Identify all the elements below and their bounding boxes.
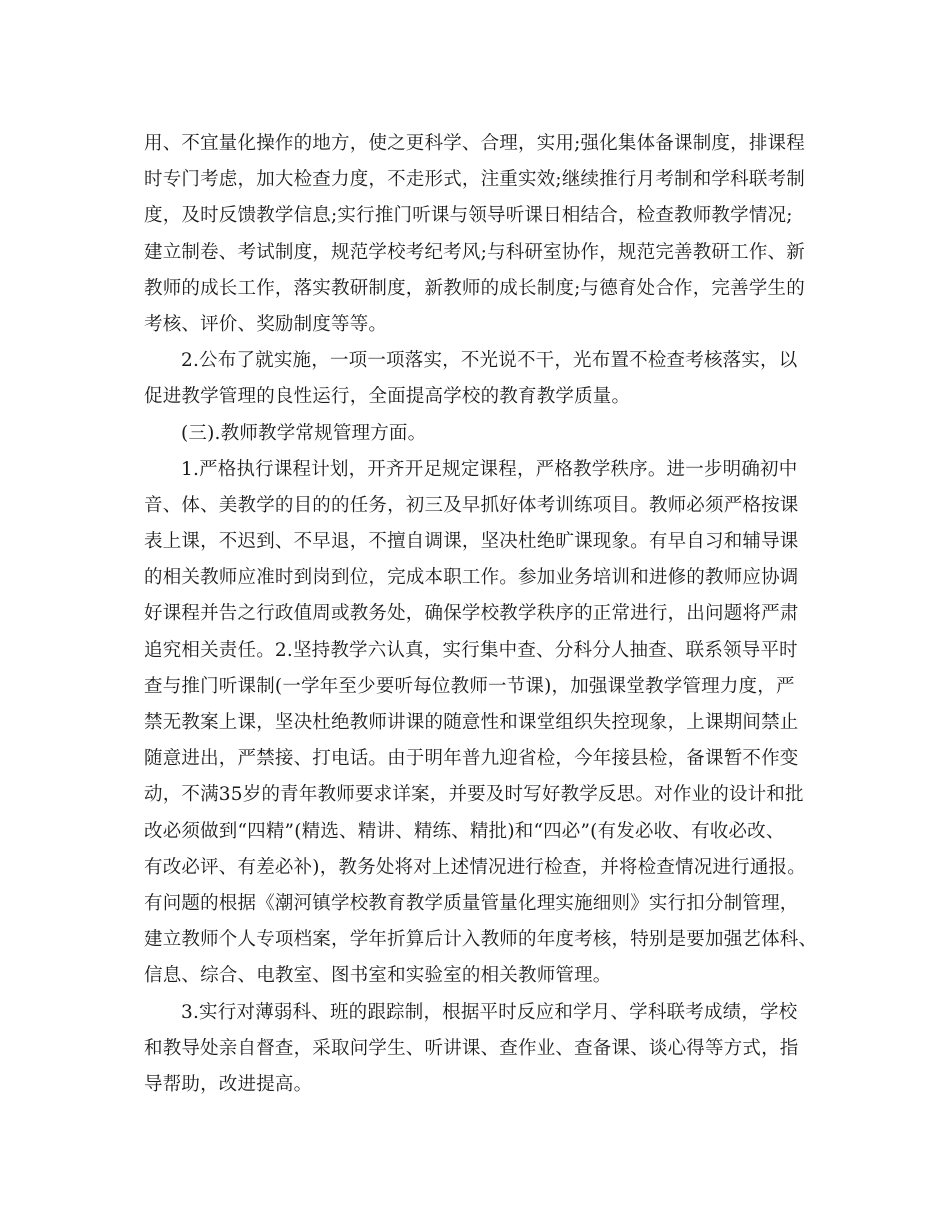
text-line: 教师的成长工作，落实教研制度，新教师的成长制度;与德育处合作，完善学生的 <box>144 277 805 299</box>
text-line: 信息、综合、电教室、图书室和实验室的相关教师管理。 <box>144 965 612 987</box>
document-body <box>144 126 834 1103</box>
section-heading: (三).教师教学常规管理方面。 <box>181 422 427 444</box>
text-line: 促进教学管理的良性运行，全面提高学校的教育教学质量。 <box>144 386 631 408</box>
text-line: 和教导处亲自督查，采取问学生、听讲课、查作业、查备课、谈心得等方式，指 <box>144 1037 799 1059</box>
text-line: 时专门考虑，加大检查力度，不走形式，注重实效;继续推行月考制和学科联考制 <box>144 169 805 191</box>
paragraph-start-line: 2.公布了就实施，一项一项落实，不光说不干，光布置不检查考核落实，以 <box>181 350 798 372</box>
text-line: 音、体、美教学的目的的任务，初三及早抓好体考训练项目。教师必须严格按课 <box>144 494 799 516</box>
text-line: 改必须做到“四精”(精选、精讲、精练、精批)和“四必”(有发必收、有收必改、 <box>144 820 785 842</box>
text-line: 导帮助，改进提高。 <box>144 1073 313 1095</box>
text-line: 禁无教案上课，坚决杜绝教师讲课的随意性和课堂组织失控现象，上课期间禁止 <box>144 712 799 733</box>
text-line: 好课程并告之行政值周或教务处，确保学校教学秩序的正常进行，出问题将严肃 <box>144 603 799 625</box>
text-line: 用、不宜量化操作的地方，使之更科学、合理，实用;强化集体备课制度，排课程 <box>144 133 805 154</box>
text-line: 度，及时反馈教学信息;实行推门听课与领导听课日相结合，检查教师教学情况; <box>144 205 793 227</box>
text-line: 的相关教师应准时到岗到位，完成本职工作。参加业务培训和进修的教师应协调 <box>144 567 799 589</box>
text-line: 建立教师个人专项档案，学年折算后计入教师的年度考核，特别是要加强艺体科、 <box>144 929 818 951</box>
text-line: 考核、评价、奖励制度等等。 <box>144 313 388 335</box>
text-line: 动，不满35岁的青年教师要求详案，并要及时写好教学反思。对作业的设计和批 <box>144 784 804 806</box>
text-line: 随意进出，严禁接、打电话。由于明年普九迎省检，今年接县检，备课暂不作变 <box>144 748 799 770</box>
paragraph-start-line: 3.实行对薄弱科、班的跟踪制，根据平时反应和学月、学科联考成绩，学校 <box>181 1001 798 1023</box>
text-line: 有问题的根据《潮河镇学校教育教学质量管量化理实施细则》实行扣分制管理， <box>144 892 799 914</box>
paragraph-start-line: 1.严格执行课程计划，开齐开足规定课程，严格教学秩序。进一步明确初中 <box>181 458 798 480</box>
text-line: 表上课，不迟到、不早退，不擅自调课，坚决杜绝旷课现象。有早自习和辅导课 <box>144 531 799 553</box>
text-line: 追究相关责任。2.坚持教学六认真，实行集中查、分科分人抽查、联系领导平时 <box>144 639 798 661</box>
text-line: 有改必评、有差必补)，教务处将对上述情况进行检查，并将检查情况进行通报。 <box>144 856 806 878</box>
text-line: 建立制卷、考试制度，规范学校考纪考风;与科研室协作，规范完善教研工作、新 <box>144 241 805 263</box>
text-line: 查与推门听课制(一学年至少要听每位教师一节课)，加强课堂教学管理力度，严 <box>144 675 795 697</box>
